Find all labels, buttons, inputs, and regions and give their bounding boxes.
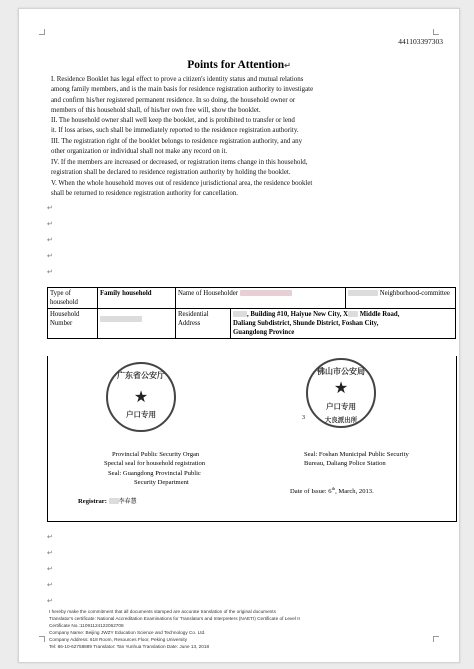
point-1: I. Residence Booklet has legal effect to prove a citizen's identity status and mutual relations among family members, and is the main basis for residence registration authority to investigate and confirm his/her registered permanent residence. In so doing, the household owner or members of this household shall, of his/her own free will, show the booklet. [51, 76, 314, 114]
redacted-text [109, 498, 119, 504]
right-seal-text: Seal: Foshan Municipal Public Security Bureau, Daliang Police Station [304, 451, 409, 468]
household-table [47, 287, 456, 339]
householder-cell: Name of Householder [176, 288, 346, 309]
paragraph-mark: ↵ [47, 252, 53, 260]
star-icon: ★ [133, 389, 149, 406]
point-5: V. When the whole household moves out of residence jurisdictional area, the residence booklet shall be returned to residence registration authority for cancellation. [51, 180, 313, 198]
number-value [98, 309, 176, 339]
redacted-text [233, 311, 247, 317]
document-page [18, 8, 460, 663]
seal-section [47, 356, 457, 522]
redacted-text [348, 311, 358, 317]
star-icon: ★ [333, 379, 349, 397]
crop-mark [433, 29, 439, 35]
stamp-number: 3 [302, 415, 305, 421]
paragraph-mark: ↵ [47, 549, 53, 557]
left-seal-text: Provincial Public Security Organ Special seal for household registration Seal: Guangdong Provincial Public Security Department [104, 451, 206, 486]
number-label: Household Number [48, 309, 98, 339]
redacted-number [100, 316, 142, 322]
right-stamp: 佛山市公安局 ★ 户口专用 大良派出所 [306, 358, 376, 428]
paragraph-mark: ↵ [47, 533, 53, 541]
type-value: Family household [98, 288, 176, 309]
redacted-name [240, 290, 292, 296]
address-value: , Building #10, Haiyue New City, X Middle Road, Daliang Subdistrict, Shunde District, Foshan City, Guangdong Province [231, 309, 456, 339]
paragraph-mark: ↵ [47, 597, 53, 605]
type-label: Type of household [48, 288, 98, 309]
paragraph-mark: ↵ [47, 236, 53, 244]
crop-mark [39, 29, 45, 35]
issue-date: Date of Issue: 6th, March, 2013. [290, 486, 374, 496]
paragraph-mark: ↵ [47, 565, 53, 573]
point-4: IV. If the members are increased or decreased, or registration items change in this household, registration shall be declared to residence registration authority by holding the booklet. [51, 159, 308, 177]
crop-mark [39, 636, 45, 642]
paragraph-mark: ↵ [47, 268, 53, 276]
document-number: 441103397303 [398, 37, 443, 46]
redacted-text [348, 290, 378, 296]
address-label: Residential Address [176, 309, 231, 339]
committee-cell: Neighborhood-committee [346, 288, 456, 309]
page-title: Points for Attention↵ [187, 59, 291, 71]
translator-certification: I hereby make the commitment that all documents stamped are accurate translation of the original documents Translator's certificate: National Accreditation Examinations for Translators and Interpreters (NAETI) Certificate of Level II Certificate No.:11091124122062708 Company Name: Beijing JWZY Education Science and Technology Co. Ltd. Company Address: 618 Room, Resources Floor, Peking University Tel: 86-10-62758889 Translator: Tan Yunhua Translation Date: June 13, 2018 [49, 609, 300, 649]
point-3: III. The registration right of the booklet belongs to residence registration authority, and any other organization or individual shall not make any record on it. [51, 138, 303, 156]
point-2: II. The household owner shall well keep the booklet, and is prohibited to transfer or lend it. If loss arises, such shall be immediately reported to the residence registration authority. [51, 117, 299, 135]
registrar-line: Registrar: 李春慧 [78, 498, 137, 505]
paragraph-mark: ↵ [47, 581, 53, 589]
left-stamp: 广东省公安厅 ★ 户口专用 [106, 362, 176, 432]
paragraph-mark: ↵ [47, 220, 53, 228]
paragraph-mark: ↵ [47, 204, 53, 212]
